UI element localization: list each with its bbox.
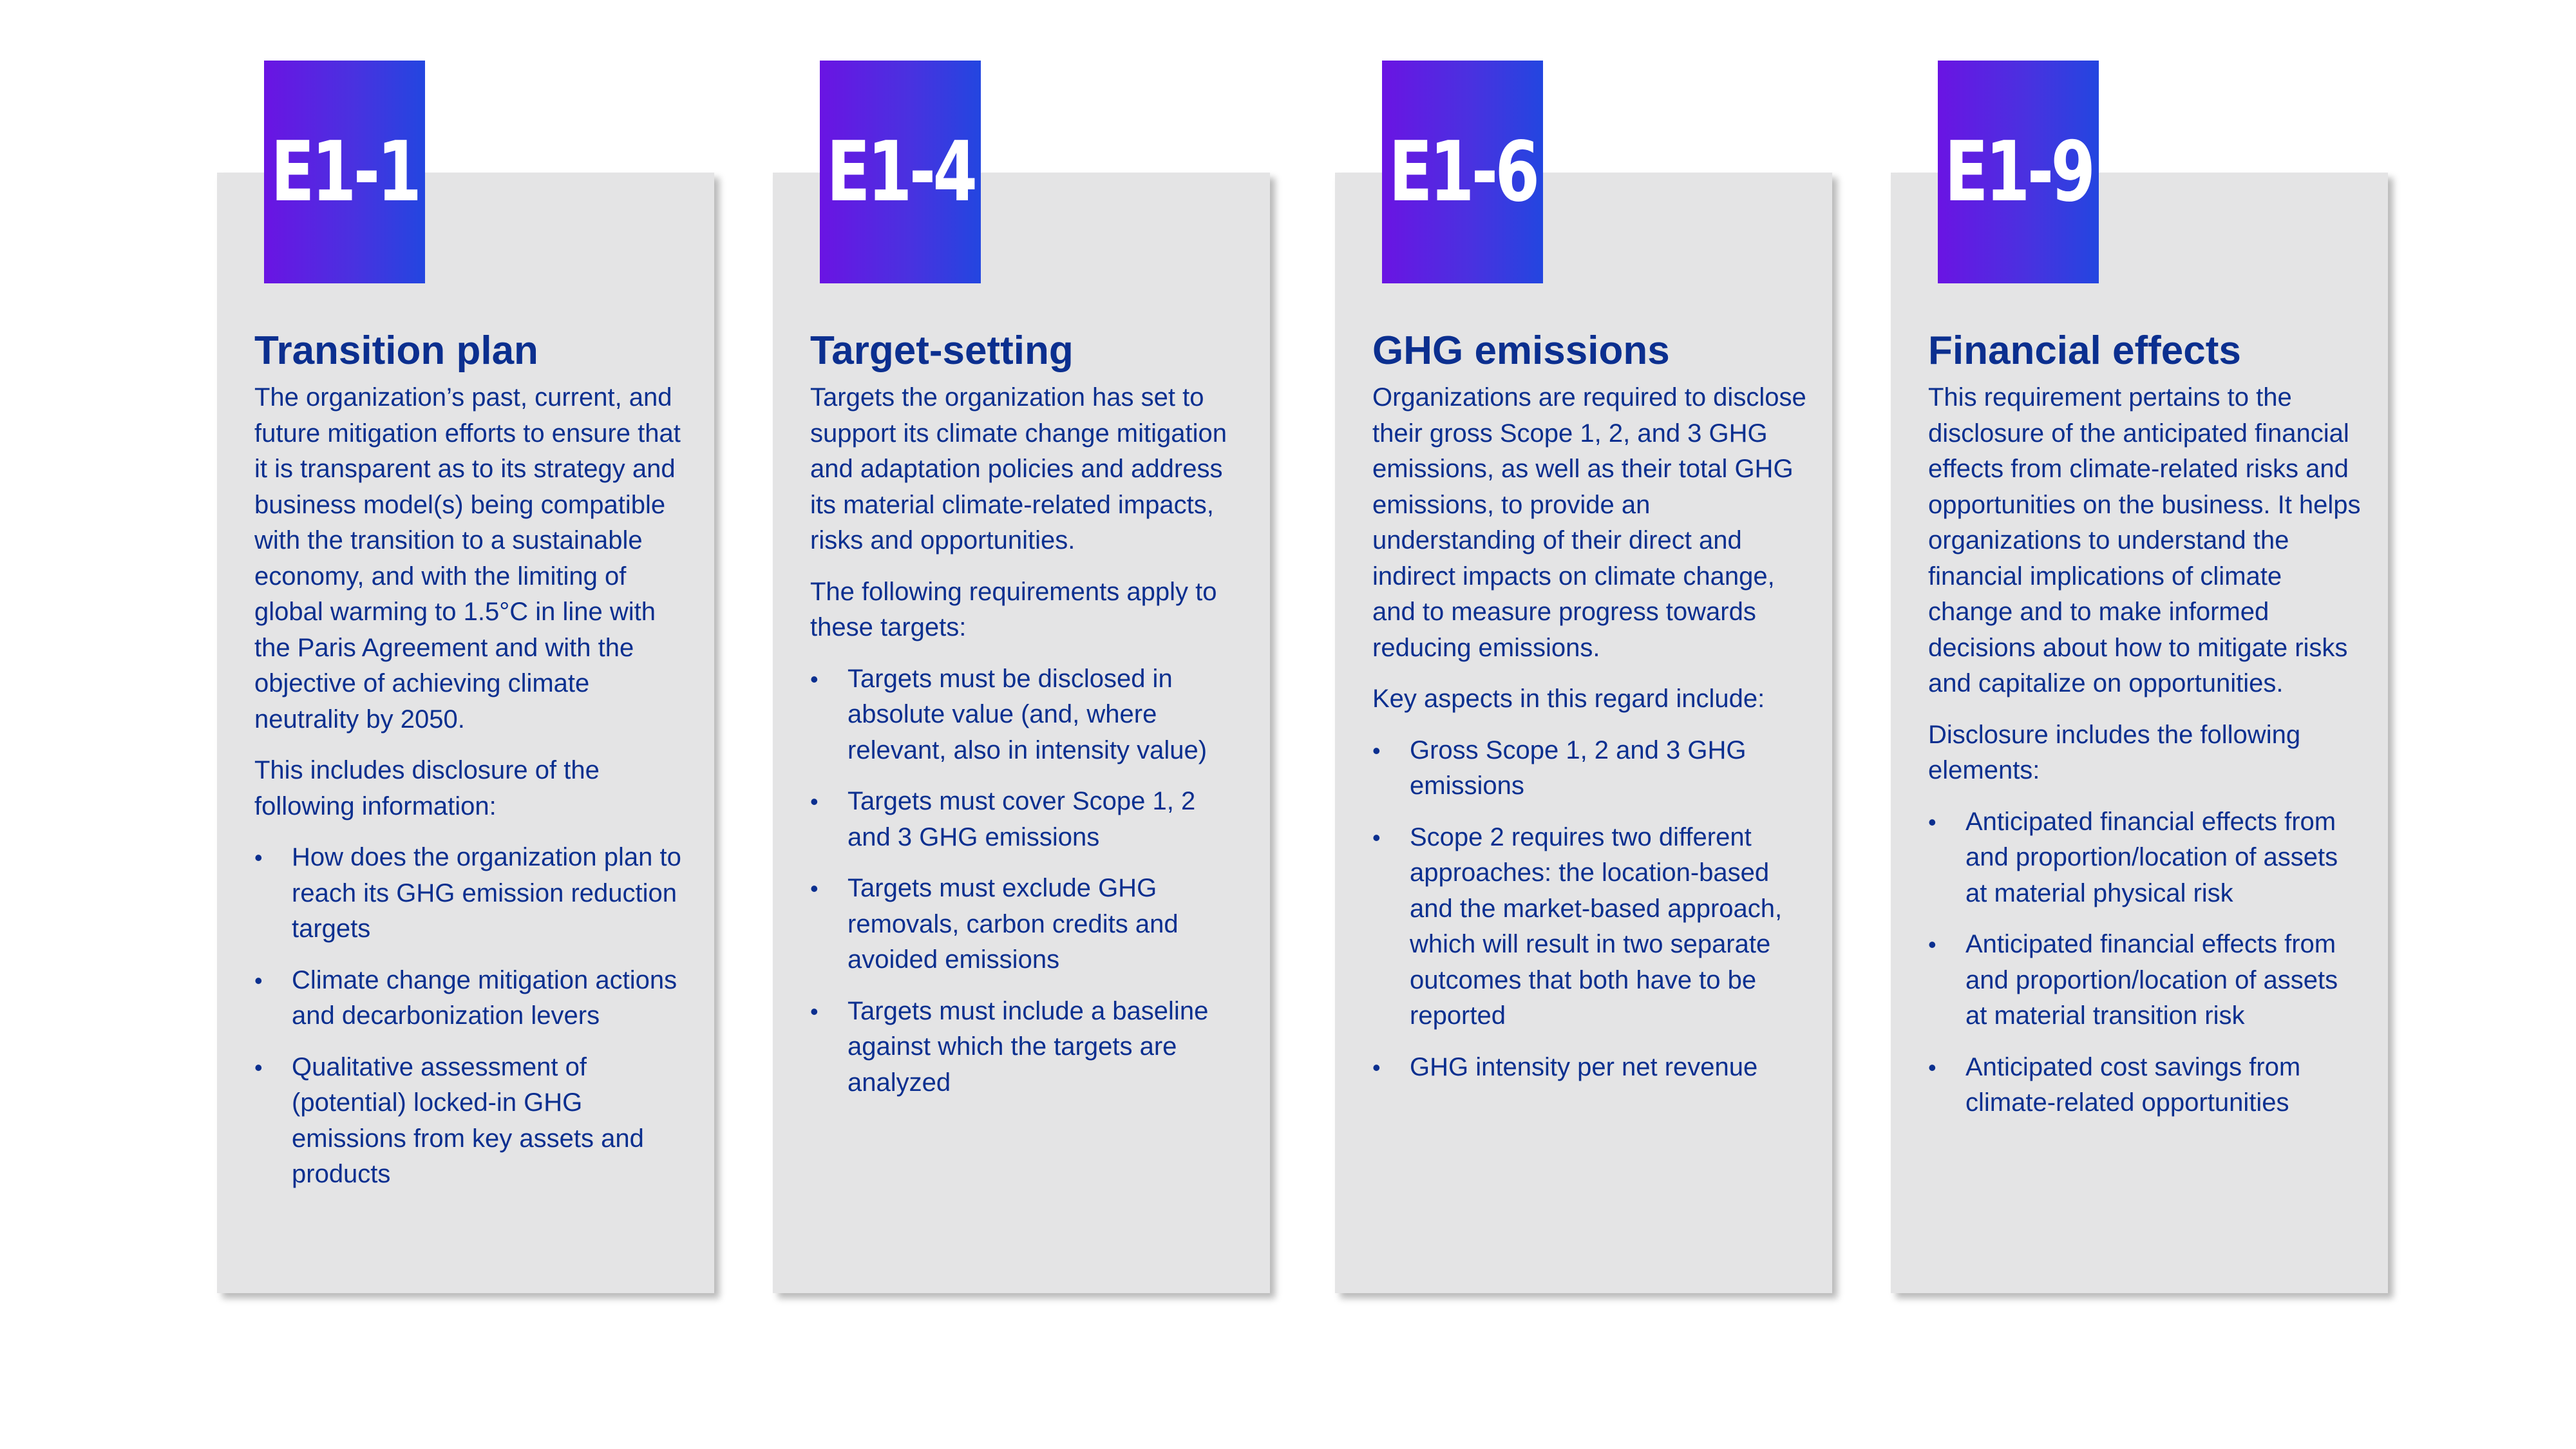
bullet-item (254, 1050, 688, 1193)
bullet-item (810, 784, 1244, 855)
code-badge-e1-6 (1382, 61, 1543, 283)
bullet-icon: • (810, 788, 819, 815)
card-content (1928, 326, 2362, 1137)
bullet-icon: • (254, 967, 263, 994)
bullet-item (1372, 1050, 1806, 1086)
code-badge-e1-4 (820, 61, 981, 283)
bullet-text: Gross Scope 1, 2 and 3 GHG emissions (1410, 735, 1747, 800)
bullet-text: Anticipated financial effects from and proportion/location of assets at material transition risk (1965, 930, 2338, 1030)
bullet-icon: • (1928, 808, 1937, 835)
bullet-item (810, 994, 1244, 1101)
code-badge-label: E1-1 (270, 124, 419, 220)
code-badge-label: E1-4 (826, 124, 974, 220)
bullet-item (1372, 820, 1806, 1034)
bullet-list (1928, 804, 2362, 1121)
code-badge-label: E1-6 (1388, 124, 1537, 220)
bullet-icon: • (810, 875, 819, 902)
card-paragraph: The following requirements apply to these targets: (810, 577, 1217, 641)
bullet-text: Targets must include a baseline against which the targets are analyzed (848, 996, 1209, 1097)
card-paragraph: Targets the organization has set to support its climate change mitigation and adaptation policies and address its material climate-related impacts, risks and opportunities. (810, 383, 1227, 554)
bullet-item (1928, 804, 2362, 912)
card-paragraph: Organizations are required to disclose their gross Scope 1, 2, and 3 GHG emissions, as well as their total GHG emissions, to provide an understanding of their direct and indirect impacts on climate change, and to measure progress towards reducing emissions. (1372, 383, 1806, 662)
bullet-text: Scope 2 requires two different approaches: the location-based and the market-based approach, which will result in two separate outcomes that both have to be reported (1410, 822, 1783, 1030)
bullet-text: Anticipated cost savings from climate-related opportunities (1965, 1052, 2301, 1117)
bullet-icon: • (254, 1054, 263, 1081)
bullet-item (810, 871, 1244, 978)
card-content (1372, 326, 1806, 1101)
card-title: Target-setting (810, 328, 1074, 373)
bullet-list (254, 840, 688, 1193)
bullet-text: Climate change mitigation actions and decarbonization levers (292, 965, 677, 1030)
card-title: Transition plan (254, 328, 538, 373)
bullet-icon: • (810, 665, 819, 692)
code-badge-label: E1-9 (1944, 124, 2092, 220)
bullet-text: Targets must be disclosed in absolute value (and, where relevant, also in intensity value) (848, 664, 1208, 764)
bullet-text: GHG intensity per net revenue (1410, 1052, 1758, 1081)
code-badge-e1-1 (264, 61, 425, 283)
bullet-list (810, 661, 1244, 1101)
bullet-icon: • (1928, 1054, 1937, 1081)
bullet-item (1372, 733, 1806, 804)
bullet-item (254, 840, 688, 947)
bullet-item (254, 963, 688, 1034)
bullet-item (810, 661, 1244, 769)
bullet-text: Targets must cover Scope 1, 2 and 3 GHG emissions (848, 787, 1196, 851)
bullet-item (1928, 927, 2362, 1034)
bullet-text: How does the organization plan to reach its GHG emission reduction targets (292, 843, 681, 943)
bullet-icon: • (1372, 824, 1381, 851)
card-paragraph: This includes disclosure of the following information: (254, 756, 600, 820)
card-title: GHG emissions (1372, 328, 1670, 373)
bullet-icon: • (1372, 737, 1381, 764)
bullet-icon: • (1928, 931, 1937, 958)
code-badge-e1-9 (1938, 61, 2099, 283)
card-paragraph: Disclosure includes the following elements: (1928, 720, 2301, 784)
card-content (810, 326, 1244, 1116)
card-content (254, 326, 688, 1208)
card-paragraph: This requirement pertains to the disclosure of the anticipated financial effects from climate-related risks and opportunities on the business. It helps organizations to understand the financial implications of climate change and to make informed decisions about how to mitigate risks and capitalize on opportunities. (1928, 383, 2361, 697)
bullet-icon: • (1372, 1054, 1381, 1081)
bullet-icon: • (810, 998, 819, 1025)
card-target-setting (773, 173, 1270, 1293)
card-financial-effects (1891, 173, 2388, 1293)
bullet-text: Qualitative assessment of (potential) locked-in GHG emissions from key assets and products (292, 1052, 644, 1188)
bullet-icon: • (254, 844, 263, 871)
bullet-item (1928, 1050, 2362, 1121)
card-ghg-emissions (1335, 173, 1832, 1293)
card-paragraph: The organization’s past, current, and future mitigation efforts to ensure that it is transparent as to its strategy and business model(s) being compatible with the transition to a sustainable economy, and with the limiting of global warming to 1.5°C in line with the Paris Agreement and with the objective of achieving climate neutrality by 2050. (254, 383, 681, 734)
card-paragraph: Key aspects in this regard include: (1372, 685, 1765, 713)
bullet-list (1372, 733, 1806, 1086)
bullet-text: Anticipated financial effects from and proportion/location of assets at material physical risk (1965, 807, 2338, 907)
card-title: Financial effects (1928, 328, 2241, 373)
bullet-text: Targets must exclude GHG removals, carbon credits and avoided emissions (848, 874, 1179, 974)
card-transition-plan (217, 173, 714, 1293)
